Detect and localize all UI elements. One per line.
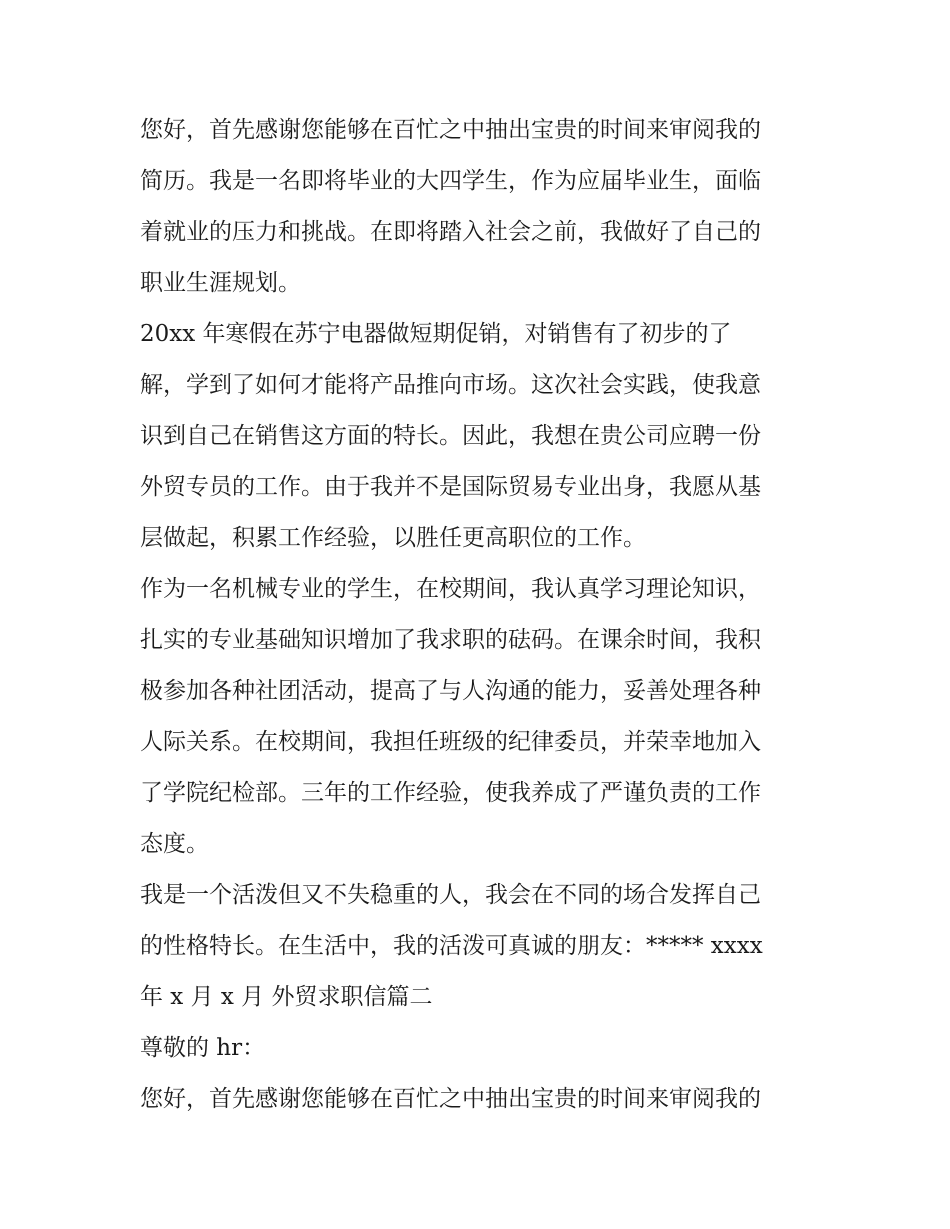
text-line: 职业生涯规划。	[140, 270, 301, 296]
text-line: 层做起，积累工作经验，以胜任更高职位的工作。	[140, 525, 646, 551]
salutation-line: 尊敬的 hr：	[140, 1035, 266, 1061]
text-line: 扎实的专业基础知识增加了我求职的砝码。在课余时间，我积	[140, 627, 761, 653]
text-line: 识到自己在销售这方面的特长。因此，我想在贵公司应聘一份	[140, 423, 761, 449]
text-line: 20xx 年寒假在苏宁电器做短期促销，对销售有了初步的了	[140, 321, 732, 347]
letter-body	[140, 105, 820, 1125]
text-line: 态度。	[140, 831, 209, 857]
text-line: 您好，首先感谢您能够在百忙之中抽出宝贵的时间来审阅我的	[140, 1086, 761, 1112]
text-line: 作为一名机械专业的学生，在校期间，我认真学习理论知识，	[140, 576, 761, 602]
text-line: 解，学到了如何才能将产品推向市场。这次社会实践，使我意	[140, 372, 761, 398]
text-line: 简历。我是一名即将毕业的大四学生，作为应届毕业生，面临	[140, 168, 761, 194]
text-line: 了学院纪检部。三年的工作经验，使我养成了严谨负责的工作	[140, 780, 761, 806]
text-line: 您好，首先感谢您能够在百忙之中抽出宝贵的时间来审阅我的	[140, 117, 761, 143]
text-line: 外贸专员的工作。由于我并不是国际贸易专业出身，我愿从基	[140, 474, 761, 500]
text-line: 人际关系。在校期间，我担任班级的纪律委员，并荣幸地加入	[140, 729, 761, 755]
text-line: 的性格特长。在生活中，我的活泼可真诚的朋友：***** xxxx	[140, 933, 763, 959]
text-line: 我是一个活泼但又不失稳重的人，我会在不同的场合发挥自己	[140, 882, 761, 908]
text-line: 极参加各种社团活动，提高了与人沟通的能力，妥善处理各种	[140, 678, 761, 704]
section-title-line: 年 x 月 x 月 外贸求职信篇二	[140, 984, 433, 1010]
text-line: 着就业的压力和挑战。在即将踏入社会之前，我做好了自己的	[140, 219, 761, 245]
